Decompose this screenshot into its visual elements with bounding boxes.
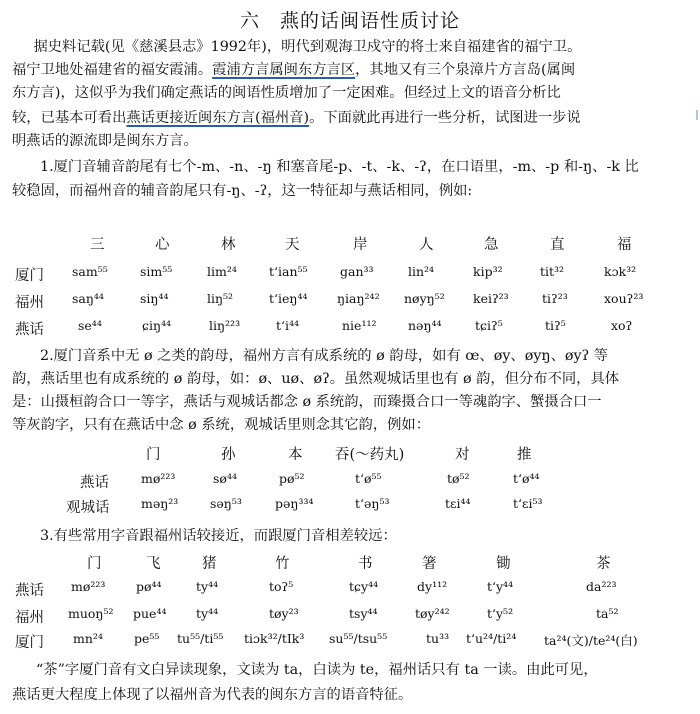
table2-cell: tʻəŋ⁵³ bbox=[355, 496, 390, 511]
intro-line-5: 明燕话的源流即是闽东方言。 bbox=[12, 133, 198, 149]
table2-header-cell: 对 bbox=[455, 447, 470, 463]
conclusion-line-1: “茶”字厦门音有文白异读现象，文读为 ta，白读为 te，福州话只有 ta 一读。由此可见， bbox=[36, 662, 598, 678]
table2-header-cell: 本 bbox=[288, 447, 303, 463]
table3-cell: tsy⁴⁴ bbox=[349, 606, 378, 621]
table3-header-cell: 飞 bbox=[146, 556, 161, 572]
table1-cell: nəŋ⁴⁴ bbox=[408, 318, 442, 333]
table1-header-cell: 林 bbox=[221, 237, 236, 253]
section2-line-2: 韵，燕话里也有成系统的 ø 韵母，如：ø、uø、øʔ。虽然观城话里也有 ø 韵，但分布不同，具体 bbox=[12, 371, 620, 387]
section1-line-1: 1.厦门音辅音韵尾有七个-m、-n、-ŋ 和塞音尾-p、-t、-k、-ʔ，在口语里，-m、-p 和-ŋ、-k 比 bbox=[40, 159, 639, 175]
table1-cell: sim⁵⁵ bbox=[140, 264, 173, 279]
scroll-edge-mark bbox=[696, 110, 698, 120]
table2-header-cell: 吞(～药丸) bbox=[335, 447, 405, 463]
table3-row bbox=[0, 606, 700, 628]
section3-line-1: 3.有些常用字音跟福州话较接近，而跟厦门音相差较远： bbox=[40, 528, 397, 544]
table2-cell: sø⁴⁴ bbox=[213, 471, 237, 486]
table3-header-cell: 箸 bbox=[422, 556, 437, 572]
intro-line-2: 福宁卫地处福建省的福安霞浦。霞浦方言属闽东方言区，其地又有三个泉漳片方言岛(属闽 bbox=[12, 62, 576, 78]
table1-cell: sam⁵⁵ bbox=[72, 264, 108, 279]
table1-cell: xoʔ bbox=[611, 318, 633, 333]
table1-cell: ɕiŋ⁴⁴ bbox=[142, 318, 172, 333]
table3-cell: pø⁴⁴ bbox=[136, 579, 162, 594]
conclusion-line-2: 燕话更大程度上体现了以福州音为代表的闽东方言的语音特征。 bbox=[12, 687, 413, 703]
table3-cell: muoŋ⁵² bbox=[68, 606, 114, 621]
table3-cell: ty⁴⁴ bbox=[196, 606, 219, 621]
table1-header-cell: 三 bbox=[90, 237, 105, 253]
table3-header-cell: 竹 bbox=[275, 556, 290, 572]
table3-cell: toʔ⁵ bbox=[269, 579, 294, 594]
table3-cell: tu⁵⁵/ti⁵⁵ bbox=[177, 631, 224, 646]
underlined-phrase-2: 燕话更接近闽东方言(福州音) bbox=[126, 110, 310, 126]
row-label: 燕话 bbox=[15, 583, 44, 599]
table1-row bbox=[0, 318, 700, 340]
table1-cell: kɔk³² bbox=[604, 264, 637, 279]
table3-header bbox=[0, 552, 700, 574]
table1-cell: siŋ⁴⁴ bbox=[140, 291, 169, 306]
table3-cell: tʻu²⁴/ti²⁴ bbox=[466, 631, 517, 646]
table1-cell: kip³² bbox=[473, 264, 503, 279]
table1-cell: saŋ⁴⁴ bbox=[72, 291, 104, 306]
table3-header-cell: 茶 bbox=[596, 556, 611, 572]
table2-header-cell: 门 bbox=[146, 447, 161, 463]
table1-cell: tɕiʔ⁵ bbox=[475, 318, 503, 333]
table1-cell: tʻieŋ⁴⁴ bbox=[269, 291, 308, 306]
table1-header-cell: 天 bbox=[285, 237, 300, 253]
table2-cell: məŋ²³ bbox=[141, 496, 179, 511]
table2-header-cell: 孙 bbox=[221, 447, 236, 463]
table3-cell: su⁵⁵/tsu⁵⁵ bbox=[329, 631, 388, 646]
table1-cell: gan³³ bbox=[340, 264, 374, 279]
table3-cell: ta⁵² bbox=[596, 606, 619, 621]
table3-header-cell: 锄 bbox=[496, 556, 511, 572]
table3-cell: tɕy⁴⁴ bbox=[349, 579, 379, 594]
table1-cell: nie¹¹² bbox=[342, 318, 377, 333]
table1-cell: liŋ²²³ bbox=[209, 318, 241, 333]
row-label: 福州 bbox=[15, 295, 44, 311]
table1-row bbox=[0, 291, 700, 313]
intro-line-4: 较，已基本可看出燕话更接近闽东方言(福州音)。下面就此再进行一些分析，试图进一步说 bbox=[12, 110, 581, 126]
table1-cell: keiʔ²³ bbox=[473, 291, 509, 306]
table1-cell: xouʔ²³ bbox=[604, 291, 644, 306]
table3-cell: pue⁴⁴ bbox=[133, 606, 167, 621]
table1-cell: liŋ⁵² bbox=[207, 291, 234, 306]
table3-header-cell: 门 bbox=[87, 556, 102, 572]
table3-row bbox=[0, 579, 700, 601]
table2-cell: tø⁵² bbox=[447, 471, 470, 486]
table1-header bbox=[0, 233, 700, 255]
table2-cell: tʻø⁴⁴ bbox=[513, 471, 540, 486]
table3-cell: tiɔk³²/tIk³ bbox=[244, 631, 305, 646]
table3-cell: ta²⁴(文)/te²⁴(白) bbox=[544, 633, 638, 648]
table1-header-cell: 福 bbox=[617, 237, 632, 253]
table2-cell: tʻɛi⁵³ bbox=[513, 496, 543, 511]
intro-line-1: 据史料记载(见《慈溪县志》1992年)，明代到观海卫戍守的将士来自福建省的福宁卫。 bbox=[33, 39, 582, 55]
table3-header-cell: 猪 bbox=[202, 556, 217, 572]
table3-cell: da²²³ bbox=[586, 579, 617, 594]
section1-line-2: 较稳固，而福州音的辅音韵尾只有-ŋ、-ʔ，这一特征却与燕话相同，例如: bbox=[12, 183, 473, 199]
table3-cell: mø²²³ bbox=[71, 579, 106, 594]
row-label: 燕话 bbox=[80, 475, 109, 491]
table3-cell: ty⁴⁴ bbox=[196, 579, 219, 594]
table2-cell: pəŋ³³⁴ bbox=[275, 496, 314, 511]
intro-line-3: 东方言)，这似乎为我们确定燕话的闽语性质增加了一定困难。但经过上文的语音分析比 bbox=[12, 85, 561, 101]
row-label: 厦门 bbox=[15, 635, 44, 651]
table3-cell: dy¹¹² bbox=[417, 579, 448, 594]
table1-cell: tiʔ²³ bbox=[542, 291, 568, 306]
row-label: 观城话 bbox=[66, 500, 110, 516]
table1-cell: ŋiaŋ²⁴² bbox=[337, 291, 380, 306]
table1-cell: tʻi⁴⁴ bbox=[276, 318, 300, 333]
row-label: 福州 bbox=[15, 610, 44, 626]
section2-line-1: 2.厦门音系中无 ø 之类的韵母，福州方言有成系统的 ø 韵母，如有 œ、øy、øyŋ、øyʔ 等 bbox=[40, 348, 609, 364]
table1-row bbox=[0, 264, 700, 286]
section2-line-3: 是：山摄桓韵合口一等字，燕话与观城话都念 ø 系统韵，而臻摄合口一等魂韵字、蟹摄合口一 bbox=[12, 394, 602, 410]
table1-cell: lim²⁴ bbox=[207, 264, 237, 279]
table2-cell: səŋ⁵³ bbox=[210, 496, 242, 511]
table1-header-cell: 人 bbox=[419, 237, 434, 253]
table2-cell: tɛi⁴⁴ bbox=[445, 496, 471, 511]
table3-cell: tʻy⁵² bbox=[487, 606, 514, 621]
table2-row bbox=[0, 471, 700, 493]
row-label: 厦门 bbox=[15, 268, 44, 284]
table1-header-cell: 直 bbox=[550, 237, 565, 253]
table2-cell: pø⁵² bbox=[279, 471, 305, 486]
table3-cell: pe⁵⁵ bbox=[134, 631, 160, 646]
table1-header-cell: 心 bbox=[155, 237, 170, 253]
table2-row bbox=[0, 496, 700, 518]
table1-cell: tiʔ⁵ bbox=[545, 318, 566, 333]
table3-cell: mn²⁴ bbox=[73, 631, 103, 646]
table2-cell: mø²²³ bbox=[141, 471, 176, 486]
table1-header-cell: 急 bbox=[484, 237, 499, 253]
table2-header bbox=[0, 443, 700, 465]
table3-row bbox=[0, 631, 700, 653]
table1-cell: tit³² bbox=[540, 264, 565, 279]
row-label: 燕话 bbox=[15, 322, 44, 338]
table3-cell: tøy²³ bbox=[269, 606, 299, 621]
underlined-phrase-1: 霞浦方言属闽东方言区 bbox=[212, 62, 356, 78]
table1-cell: se⁴⁴ bbox=[78, 318, 102, 333]
section-title: 六 燕的话闽语性质讨论 bbox=[239, 10, 460, 32]
table1-header-cell: 岸 bbox=[353, 237, 368, 253]
table2-cell: tʻø⁵⁵ bbox=[355, 471, 382, 486]
table1-cell: nøyŋ⁵² bbox=[404, 291, 445, 306]
table3-cell: tu³³ bbox=[426, 631, 450, 646]
section2-line-4: 等灰韵字，只有在燕话中念 ø 系统，观城话里则念其它韵，例如： bbox=[12, 417, 431, 433]
table3-cell: tøy²⁴² bbox=[415, 606, 450, 621]
table3-header-cell: 书 bbox=[358, 556, 373, 572]
table2-header-cell: 推 bbox=[517, 447, 532, 463]
table1-cell: lin²⁴ bbox=[408, 264, 435, 279]
table3-cell: tʻy⁴⁴ bbox=[487, 579, 514, 594]
table1-cell: tʻian⁵⁵ bbox=[269, 264, 308, 279]
